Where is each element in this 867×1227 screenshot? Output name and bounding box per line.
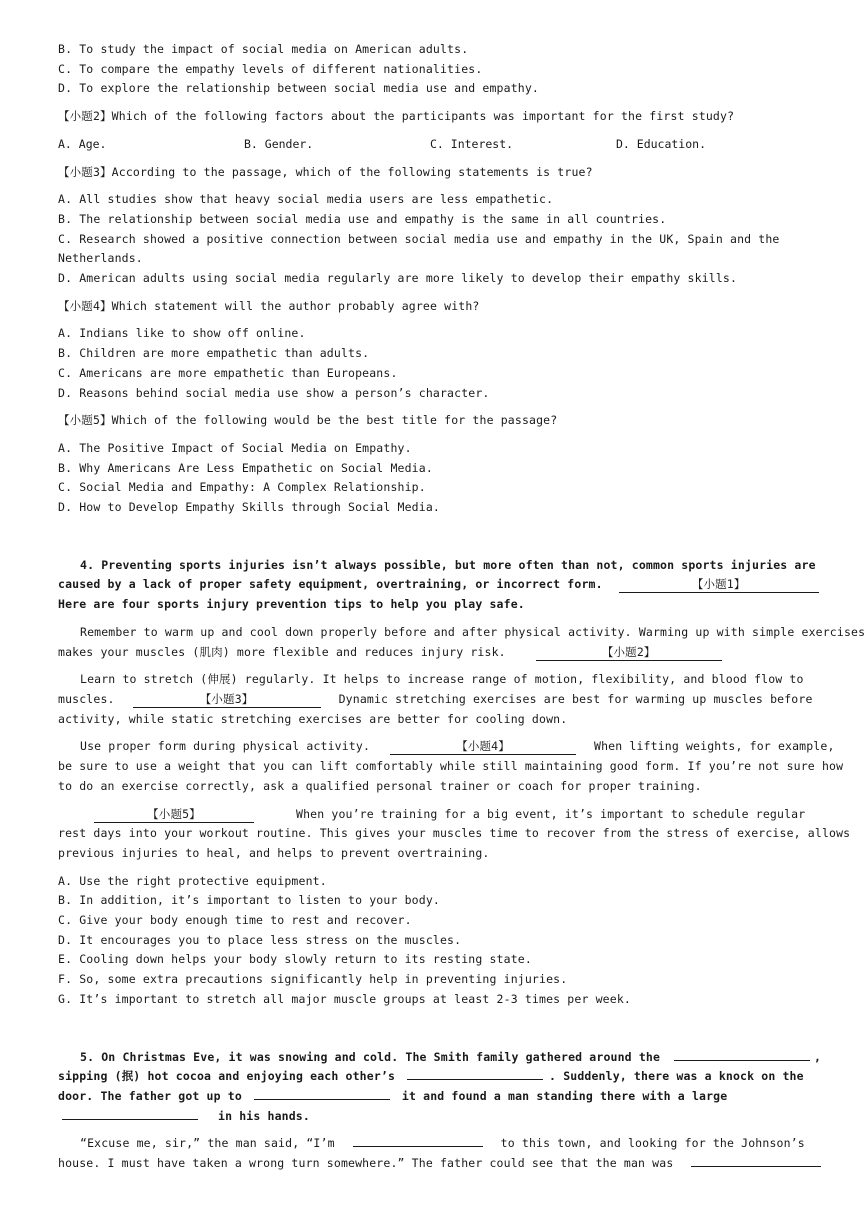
paragraph-line: previous injuries to heal, and helps to prevent overtraining. — [58, 845, 490, 860]
option-line: B. Children are more empathetic than adults. — [58, 346, 370, 361]
paragraph-line: to do an exercise correctly, ask a qualified personal trainer or coach for proper training. — [58, 778, 702, 793]
paragraph-line: house. I must have taken a wrong turn somewhere.” The father could see that the man was — [58, 1154, 818, 1174]
option-line: F. So, some extra precautions significantly help in preventing injuries. — [58, 972, 568, 987]
option: C. Interest. — [430, 136, 514, 151]
paragraph-line: muscles. 【小题3】 Dynamic stretching exercises are best for warming up muscles before — [58, 691, 813, 706]
option-line: G. It’s important to stretch all major muscle groups at least 2-3 times per week. — [58, 991, 631, 1006]
paragraph-line: makes your muscles (肌肉) more flexible and reduces injury risk. 【小题2】 — [58, 643, 818, 663]
option-line: D. American adults using social media regularly are more likely to develop their empathy skills. — [58, 271, 738, 286]
option-line: B. In addition, it’s important to listen to your body. — [58, 893, 440, 908]
question-stem: 【小题3】According to the passage, which of the following statements is true? — [58, 164, 593, 179]
option-line: D. Reasons behind social media use show a person’s character. — [58, 385, 490, 400]
option-line: D. How to Develop Empathy Skills through Social Media. — [58, 500, 440, 515]
paragraph-line: 【小题5】 When you’re training for a big event, it’s important to schedule regular — [58, 805, 818, 825]
section4-intro: Here are four sports injury prevention tips to help you play safe. — [58, 597, 525, 612]
answer-blank-2[interactable]: 【小题2】 — [536, 645, 722, 661]
option-line: D. To explore the relationship between social media use and empathy. — [58, 81, 540, 96]
answer-blank[interactable] — [691, 1166, 821, 1167]
paragraph-line: Remember to warm up and cool down properly before and after physical activity. Warming up with simple exercises — [80, 624, 866, 639]
option-line: D. It encourages you to place less stress on the muscles. — [58, 932, 462, 947]
paragraph-line: Learn to stretch (伸展) regularly. It helps to increase range of motion, flexibility, and blood flow to — [80, 672, 804, 687]
answer-blank-4[interactable]: 【小题4】 — [390, 739, 576, 755]
option: D. Education. — [616, 136, 707, 151]
section4-options — [58, 872, 818, 1010]
document-page — [58, 40, 866, 1174]
question-stem: 【小题2】Which of the following factors about the participants was important for the first study? — [58, 109, 735, 124]
option-line: B. Why Americans Are Less Empathetic on Social Media. — [58, 460, 433, 475]
answer-blank[interactable] — [674, 1060, 810, 1061]
option-line: C. Research showed a positive connection between social media use and empathy in the UK, Spain and the — [58, 231, 780, 246]
answer-blank[interactable] — [62, 1119, 198, 1120]
answer-blank-3[interactable]: 【小题3】 — [133, 692, 321, 708]
option-line: B. To study the impact of social media on American adults. — [58, 42, 469, 56]
paragraph-line: rest days into your workout routine. This gives your muscles time to recover from the stress of exercise, allows — [58, 826, 851, 841]
section-4 — [58, 556, 866, 1010]
section4-intro: 4. Preventing sports injuries isn’t always possible, but more often than not, common sports injuries are — [80, 557, 816, 572]
answer-blank[interactable] — [353, 1146, 483, 1147]
option-line: A. Use the right protective equipment. — [58, 873, 327, 888]
paragraph-line: Use proper form during physical activity. 【小题4】 When lifting weights, for example, — [80, 739, 835, 754]
option-line: E. Cooling down helps your body slowly return to its resting state. — [58, 952, 532, 967]
option-line: A. Indians like to show off online. — [58, 326, 306, 341]
option-line: C. Americans are more empathetic than Europeans. — [58, 365, 398, 380]
section5-line: 5. On Christmas Eve, it was snowing and cold. The Smith family gathered around the , — [80, 1049, 822, 1064]
option-line: A. The Positive Impact of Social Media on Empathy. — [58, 440, 412, 455]
option-line: C. To compare the empathy levels of different nationalities. — [58, 61, 483, 76]
answer-blank[interactable] — [254, 1099, 390, 1100]
option: B. Gender. — [244, 136, 314, 151]
paragraph-line: activity, while static stretching exercises are better for cooling down. — [58, 711, 568, 726]
option-line: B. The relationship between social media use and empathy is the same in all countries. — [58, 211, 667, 226]
section5-line: door. The father got up to it and found a man standing there with a large — [58, 1088, 728, 1103]
question-stem: 【小题5】Which of the following would be the best title for the passage? — [58, 413, 558, 428]
answer-blank-5[interactable]: 【小题5】 — [94, 807, 254, 823]
option-line: C. Social Media and Empathy: A Complex Relationship. — [58, 480, 426, 495]
answer-blank-1[interactable]: 【小题1】 — [619, 577, 819, 593]
section-5 — [58, 1048, 822, 1174]
question-stem: 【小题4】Which statement will the author probably agree with? — [58, 298, 480, 313]
paragraph-line: “Excuse me, sir,” the man said, “I’m to this town, and looking for the Johnson’s — [80, 1136, 805, 1151]
answer-blank[interactable] — [407, 1079, 543, 1080]
paragraph-line: be sure to use a weight that you can lift comfortably while still maintaining good form. If you’re not sure how — [58, 759, 844, 774]
section5-line: sipping (抿) hot cocoa and enjoying each other’s . Suddenly, there was a knock on the — [58, 1069, 804, 1084]
option-line: C. Give your body enough time to rest and recover. — [58, 913, 412, 928]
q2-options — [58, 135, 818, 155]
option-line: Netherlands. — [58, 251, 143, 266]
section4-intro: caused by a lack of proper safety equipment, overtraining, or incorrect form. 【小题1】 — [58, 575, 818, 595]
option-line: A. All studies show that heavy social media users are less empathetic. — [58, 192, 554, 207]
section5-line: in his hands. — [58, 1107, 818, 1127]
option: A. Age. — [58, 136, 107, 151]
q1-options — [58, 40, 818, 99]
